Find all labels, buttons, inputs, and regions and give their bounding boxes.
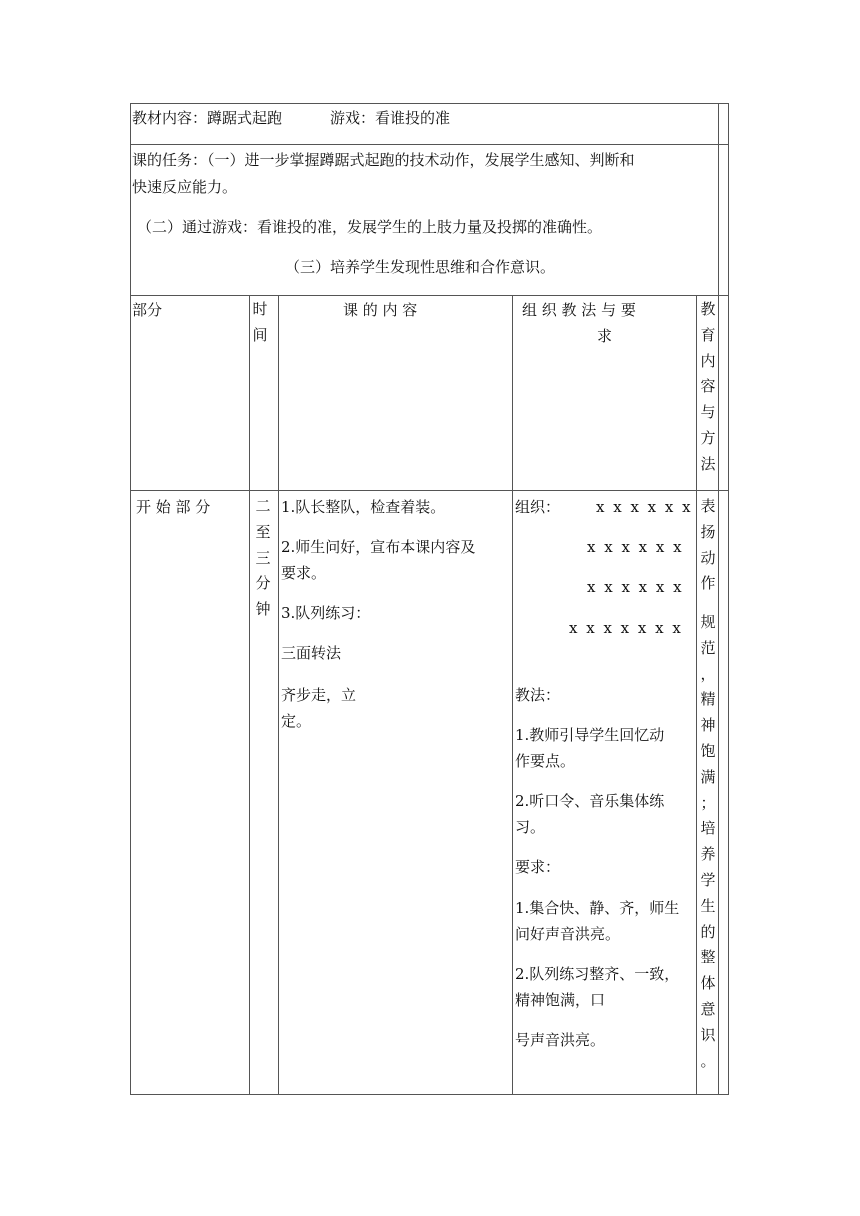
req-1a: 1.集合快、静、齐，师生 [515,899,680,917]
req-title: 要求： [515,858,561,876]
task-line-4: （三）培养学生发现性思维和合作意识。 [285,258,556,276]
task-line-2: 快速反应能力。 [132,178,238,196]
formation-row-1: x x x x x x [596,498,693,516]
method-1b: 作要点。 [515,752,576,770]
header-edu: 教 育 内 容 与 方 法 [700,300,716,473]
req-2b: 精神饱满，口 [515,991,606,1009]
method-2b: 习。 [515,818,546,836]
row-time: 二 至 三 分 钟 [255,497,271,619]
row-divider-2 [130,295,729,296]
method-title: 教法： [515,686,561,704]
formation-row-3: x x x x x x [587,578,684,596]
content-item-4: 三面转法 [281,644,342,662]
task-line-1: 课的任务：（一）进一步掌握蹲踞式起跑的技术动作，发展学生感知、判断和 [132,151,635,169]
material-label: 教材内容：蹲踞式起跑 [132,109,283,127]
table-inner-right [718,103,719,1095]
content-item-5a: 齐步走，立 [281,686,357,704]
header-part: 部分 [132,301,163,319]
header-time: 时 间 [252,300,268,344]
content-item-2b: 要求。 [281,564,327,582]
method-1a: 1.教师引导学生回忆动 [515,726,665,744]
header-content: 课 的 内 容 [343,301,418,319]
table-border-top [130,103,729,104]
content-item-5b: 定。 [281,712,312,730]
org-label: 组织： [515,498,561,516]
table-border-right [728,103,729,1095]
header-org-line2: 求 [597,327,613,345]
table-border-bottom [130,1094,729,1095]
formation-row-2: x x x x x x [587,538,684,556]
content-item-2a: 2.师生问好，宣布本课内容及 [281,538,476,556]
edu-goals: 规 范 ， 精 神 饱 满 ； 培 养 学 生 的 整 体 意 识 。 [700,613,716,1070]
content-item-1: 1.队长整队，检查着装。 [281,498,446,516]
content-item-3: 3.队列练习： [281,604,371,622]
col-divider-part [249,295,250,1095]
edu-praise: 表 扬 动 作 [700,497,716,593]
req-2c: 号声音洪亮。 [515,1031,606,1049]
game-label: 游戏：看谁投的准 [330,109,451,127]
col-divider-org [696,295,697,1095]
row-divider-3 [130,490,729,491]
col-divider-time [278,295,279,1095]
row-part: 开 始 部 分 [136,498,211,516]
col-divider-content [512,295,513,1095]
task-line-3: （二）通过游戏：看谁投的准，发展学生的上肢力量及投掷的准确性。 [137,218,603,236]
table-border-left [130,103,131,1095]
formation-row-4: x x x x x x x [569,619,683,637]
req-2a: 2.队列练习整齐、一致， [515,965,680,983]
row-divider-1 [130,144,729,145]
header-org-line1: 组 织 教 法 与 要 [522,301,636,319]
method-2a: 2.听口令、音乐集体练 [515,792,665,810]
req-1b: 问好声音洪亮。 [515,925,621,943]
